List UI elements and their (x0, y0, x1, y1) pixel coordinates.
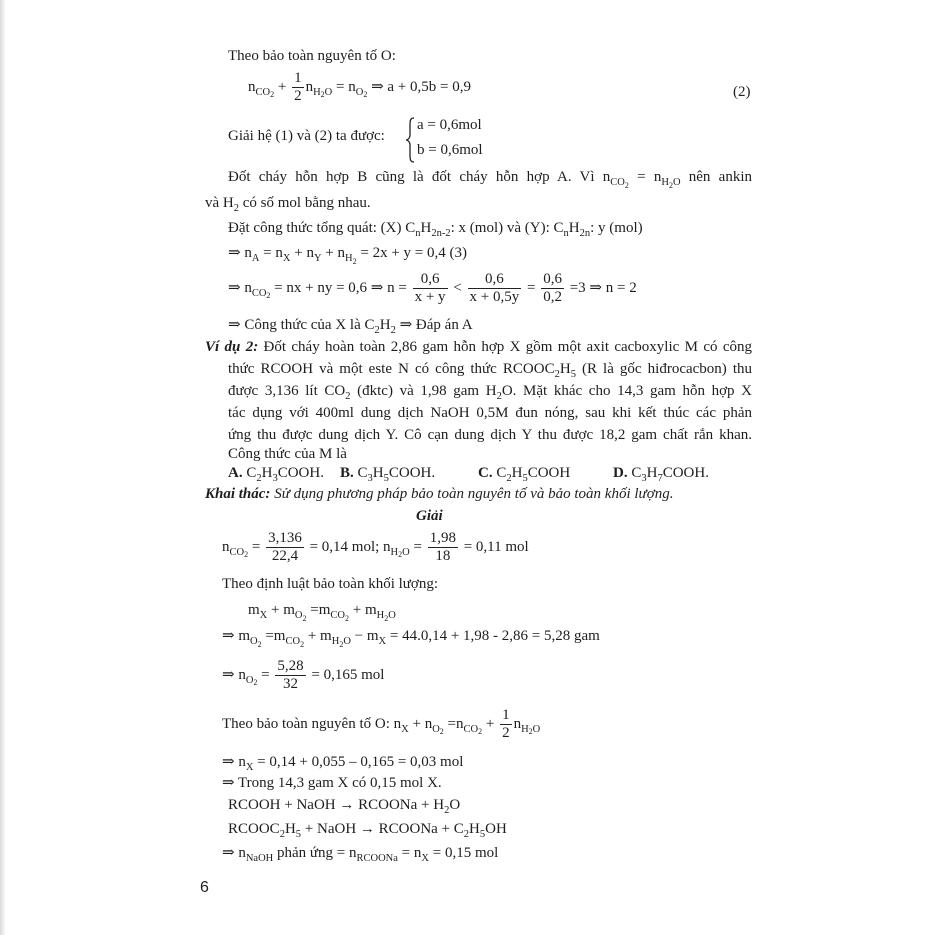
option-b (340, 464, 435, 484)
equation-line (222, 844, 498, 864)
subscript: H (521, 723, 529, 735)
fraction-numerator: 1 (502, 707, 510, 723)
text-line (228, 47, 396, 65)
subscript: 2 (506, 473, 512, 484)
subscript: O (294, 610, 303, 621)
fraction (500, 707, 512, 742)
conclusion-line (228, 316, 473, 336)
text-run: = (523, 279, 540, 296)
fraction-denominator: 0,2 (543, 289, 562, 305)
subscript: 3 (367, 473, 373, 484)
subscript: O (355, 86, 364, 98)
text-run: + m (348, 602, 377, 618)
text-run: = 0,11 mol (459, 538, 529, 555)
equation-line (248, 601, 396, 621)
text-run: H (646, 465, 658, 481)
text-run: H (372, 465, 384, 481)
subscript: 5 (570, 369, 576, 380)
solution-heading (416, 507, 443, 525)
subscript: 3 (272, 473, 278, 484)
subscript: n (563, 228, 569, 239)
subscript: 2 (256, 473, 262, 484)
fraction (275, 658, 305, 693)
text-run: C (627, 465, 642, 481)
bold-italic-text: Ví dụ 2: (205, 339, 259, 355)
italic-text: Sử dụng phương pháp bảo toàn nguyên tố và bảo toàn khối lượng. (270, 486, 674, 502)
subscript: H (661, 177, 669, 188)
subscript: A (251, 253, 260, 264)
text-run: n (222, 538, 230, 555)
text-run: = n (259, 245, 283, 261)
text-run: ⇒ n (228, 245, 252, 261)
subscript: CO (610, 177, 625, 188)
text-run: : y (mol) (590, 220, 643, 236)
text-run: ⇒ Trong 14,3 gam X có 0,15 mol X. (222, 775, 442, 791)
fraction (266, 530, 304, 565)
nested-subscript: 2 (257, 639, 262, 649)
nested-subscript: 2 (244, 550, 249, 560)
nested-subscript: 2 (339, 639, 344, 649)
fraction (292, 70, 304, 105)
subscript: 2 (345, 391, 351, 402)
page-number: 6 (200, 879, 209, 896)
text-run: = n (397, 845, 422, 861)
bold-italic-text: Giải (416, 508, 443, 524)
subscript: O (432, 723, 440, 735)
subscript: H (345, 253, 353, 264)
equation-line (248, 70, 471, 105)
nested-subscript: 2 (528, 727, 533, 737)
text-run: Công thức của M là (228, 446, 347, 462)
text-run: + n (290, 245, 314, 261)
subscript: 2 (279, 829, 285, 840)
text-run: (2) (733, 84, 751, 100)
nested-subscript: 2 (398, 550, 403, 560)
text-run: COOH. (662, 465, 709, 481)
reaction-equation (228, 796, 460, 816)
subscript: 2 (374, 325, 380, 336)
subscript: 5 (522, 473, 528, 484)
subscript: 2 (554, 369, 560, 380)
equation-line (228, 244, 467, 264)
text-run: < (449, 279, 466, 296)
fraction-denominator: 32 (283, 676, 299, 692)
text-run: + n (321, 245, 346, 261)
text-line (228, 404, 752, 422)
fraction-numerator: 1,98 (429, 530, 456, 546)
option-c (478, 464, 570, 484)
text-run: ⇒ Đáp án A (395, 317, 473, 333)
subscript: O (324, 86, 333, 98)
nested-subscript: 2 (384, 613, 389, 623)
fraction-denominator: 18 (435, 548, 451, 564)
subscript: H (331, 636, 340, 647)
subscript: NaOH (245, 853, 274, 864)
text-line (228, 219, 643, 239)
text-run: H (469, 821, 480, 837)
subscript: X (421, 853, 429, 864)
option-a (228, 464, 324, 484)
text-run: = n (628, 169, 662, 185)
text-run: = n (332, 78, 356, 95)
text-run: (R là gốc hiđrocacbon) thu (575, 361, 753, 377)
fraction (541, 271, 564, 306)
subscript: n (415, 228, 421, 239)
subscript: 3 (641, 473, 647, 484)
text-run: n (248, 78, 256, 95)
text-run: RCOOC (228, 821, 280, 837)
nested-subscript: 2 (320, 90, 325, 100)
text-run: =m (306, 602, 331, 618)
bold-text: B. (340, 465, 354, 481)
subscript: 5 (295, 829, 302, 840)
subscript: O (343, 636, 351, 647)
text-run: H (511, 465, 523, 481)
text-run: = 0,15 mol (428, 845, 499, 861)
subscript: 2 (444, 805, 450, 816)
fraction (468, 271, 522, 306)
system-equation-b: b = 0,6mol (417, 142, 483, 158)
text-run: H (261, 465, 273, 481)
text-run: + n (408, 715, 433, 732)
fraction-numerator: 0,6 (413, 271, 448, 289)
text-run: được 3,136 lít CO (228, 383, 346, 399)
text-run: COOH. (388, 465, 436, 481)
subscript: Y (313, 253, 322, 264)
fraction-denominator: 22,4 (271, 548, 299, 564)
text-run: ⇒ a + 0,5b = 0,9 (367, 78, 471, 95)
subscript: 2 (463, 829, 470, 840)
nested-subscript: 2 (344, 613, 349, 623)
text-run: ⇒ n (222, 845, 246, 861)
subscript: CO (251, 287, 267, 299)
text-line (222, 575, 438, 593)
subscript: H (390, 546, 399, 558)
equation-line (222, 627, 600, 647)
nested-subscript: 2 (270, 90, 275, 100)
text-run: ⇒ Công thức của X là C (228, 317, 375, 333)
text-run: Theo bảo toàn nguyên tố O: n (222, 715, 402, 732)
text-run: có số mol bằng nhau. (239, 195, 371, 211)
text-line (228, 168, 752, 188)
text-run: ứng thu được dung dịch Y. Cô cạn dung dịch Y thu được 18,2 gam chất rắn khan. (228, 427, 752, 443)
text-run: Đặt công thức tổng quát: (X) C (228, 220, 416, 236)
text-run: C (242, 465, 257, 481)
text-run: n (513, 715, 522, 732)
subscript: O (250, 636, 258, 647)
text-run: = 2x + y = 0,4 (3) (356, 245, 467, 261)
text-run: Theo bảo toàn nguyên tố O: (228, 48, 396, 64)
subscript: 2 (496, 391, 502, 402)
subscript: O (402, 546, 410, 558)
nested-subscript: 2 (302, 613, 307, 623)
hint-line (205, 485, 673, 503)
nested-subscript: 2 (439, 727, 444, 737)
text-run: + (482, 715, 499, 732)
text-run: ⇒ n (222, 666, 246, 683)
nested-subscript: 2 (363, 90, 368, 100)
text-line (228, 426, 752, 444)
subscript: X (259, 610, 268, 621)
text-run: − m (350, 628, 379, 644)
text-run: Đốt cháy hoàn toàn 2,86 gam hỗn hợp X gồm một axit cacboxylic M có công (258, 339, 752, 355)
fraction-numerator: 1 (294, 70, 302, 86)
text-run: = (409, 538, 426, 555)
text-run: RCOOH + NaOH → RCOONa + H (228, 797, 445, 813)
nested-subscript: 2 (266, 291, 271, 301)
subscript: CO (330, 610, 345, 621)
page-edge-shadow (0, 0, 6, 935)
text-line (228, 382, 752, 402)
fraction (413, 271, 448, 306)
bold-text: C. (478, 465, 493, 481)
subscript: O (532, 723, 541, 735)
equation-system (405, 116, 545, 164)
text-run: = (248, 538, 265, 555)
text-run: : x (mol) và (Y): C (450, 220, 564, 236)
subscript: CO (229, 546, 245, 558)
text-line (228, 360, 752, 380)
equation-line (222, 658, 384, 693)
option-d (613, 464, 709, 484)
text-run: =m (261, 628, 286, 644)
text-line (228, 127, 385, 145)
text-run: + (274, 78, 291, 95)
text-run: O (449, 797, 461, 813)
subscript: CO (463, 723, 479, 735)
fraction-denominator: 2 (294, 88, 302, 104)
subscript: 5 (383, 473, 389, 484)
text-run: Giải hệ (1) và (2) ta được: (228, 128, 385, 144)
subscript: RCOONa (356, 853, 398, 864)
subscript: 2n-2 (431, 228, 451, 239)
fraction-numerator: 3,136 (268, 530, 302, 546)
text-run: Theo định luật bảo toàn khối lượng: (222, 576, 439, 592)
example-heading (205, 338, 752, 356)
text-run: O. Mặt khác cho 14,3 gam hỗn hợp X (501, 383, 753, 399)
text-run: nên ankin (680, 169, 752, 185)
nested-subscript: 2 (300, 639, 305, 649)
fraction (428, 530, 458, 565)
text-run: Đốt cháy hỗn hợp B cũng là đốt cháy hỗn hợp A. Vì (228, 169, 603, 185)
text-run: (đktc) và 1,98 gam H (350, 383, 497, 399)
text-run: + m (267, 602, 295, 618)
fraction-denominator: x + y (414, 289, 446, 305)
text-run: và H (205, 195, 234, 211)
text-run: m (248, 602, 260, 618)
subscript: 5 (479, 829, 486, 840)
fraction-denominator: 2 (502, 725, 510, 741)
equation-line (222, 530, 529, 565)
fraction-numerator: 0,6 (468, 271, 522, 289)
text-run: C (353, 465, 368, 481)
text-run: + m (304, 628, 332, 644)
text-run: thức RCOOH và một este N có công thức RCOOC (228, 361, 555, 377)
text-run: H (284, 821, 296, 837)
subscript: CO (255, 86, 271, 98)
text-run: phản ứng = n (273, 845, 357, 861)
system-equation-a: a = 0,6mol (417, 117, 482, 133)
subscript: O (245, 674, 254, 686)
text-run: =n (443, 715, 464, 732)
subscript: 2 (233, 203, 239, 214)
equation-line (222, 753, 463, 773)
subscript: X (245, 762, 254, 773)
text-run: COOH. (277, 465, 324, 481)
fraction-numerator: 0,6 (543, 271, 562, 287)
nested-subscript: 2 (478, 727, 483, 737)
bold-text: A. (228, 465, 243, 481)
text-run: OH (485, 821, 507, 837)
text-run: =3 ⇒ n = 2 (565, 279, 637, 296)
subscript: 7 (657, 473, 663, 484)
nested-subscript: 2 (624, 180, 629, 190)
subscript: X (378, 636, 387, 647)
brace-icon (405, 117, 415, 163)
subscript: O (672, 177, 681, 188)
text-run: + NaOH → RCOONa + C (301, 821, 464, 837)
subscript: 2 (390, 325, 396, 336)
text-run: = 0,14 mol; n (305, 538, 391, 555)
text-run: H (559, 361, 571, 377)
text-run: COOH (527, 465, 571, 481)
text-run: = 0,14 + 0,055 – 0,165 = 0,03 mol (253, 754, 464, 770)
equation-number (733, 83, 751, 101)
text-run: = nx + ny = 0,6 ⇒ n = (270, 279, 411, 296)
text-run: tác dụng với 400ml dung dịch NaOH 0,5M đun nóng, sau khi kết thúc các phản (228, 405, 752, 421)
text-run: n (305, 78, 314, 95)
text-line (222, 774, 442, 792)
fraction-numerator: 5,28 (277, 658, 304, 674)
equation-line (222, 707, 540, 742)
text-run: ⇒ m (222, 628, 250, 644)
reaction-equation (228, 820, 507, 840)
text-run: H (379, 317, 391, 333)
subscript: CO (285, 636, 301, 647)
bold-italic-text: Khai thác: (205, 486, 271, 502)
equation-line (228, 271, 637, 306)
subscript: H (313, 86, 321, 98)
text-run: ⇒ n (222, 754, 246, 770)
subscript: X (282, 253, 291, 264)
text-run: = (257, 666, 274, 683)
subscript: H (376, 610, 385, 621)
text-run: H (568, 220, 580, 236)
nested-subscript: 2 (253, 678, 258, 688)
subscript: 2n (579, 228, 591, 239)
text-line (205, 194, 371, 214)
text-run: = 44.0,14 + 1,98 - 2,86 = 5,28 gam (386, 628, 600, 644)
text-run: H (420, 220, 432, 236)
question-line (228, 445, 347, 463)
text-run: ⇒ n (228, 279, 252, 296)
subscript: X (401, 723, 409, 735)
subscript: O (388, 610, 396, 621)
text-run: C (492, 465, 507, 481)
bold-text: D. (613, 465, 628, 481)
text-run: n (602, 169, 611, 185)
fraction-denominator: x + 0,5y (469, 289, 520, 305)
text-run: = 0,165 mol (307, 666, 385, 683)
nested-subscript: 2 (352, 256, 357, 266)
nested-subscript: 2 (668, 180, 673, 190)
